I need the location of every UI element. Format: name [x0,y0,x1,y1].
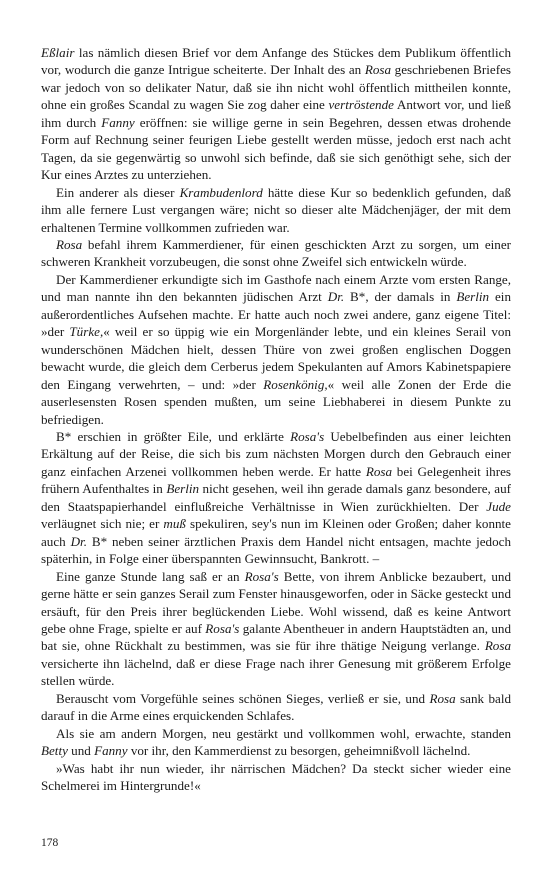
text-run: geschriebenen Briefes war jedoch von so delikater Natur, daß sie ihn nicht wohl öffentlich mittheilen konnte, ohne ein großes Scandal zu wagen Sie zog daher eine [41,62,511,113]
italic-text: Rosa [484,638,511,654]
paragraph [41,690,511,725]
text-run: Eine ganze Stunde lang saß er an [56,568,245,584]
text-run: versicherte ihn lächelnd, daß er diese Frage nach ihrer Genesung mit größerem Erfolge stellen würde. [41,655,511,689]
text-run: B* erschien in größter Eile, und erklärte [56,428,291,444]
italic-text: Eßlair [41,45,75,60]
text-run: Bette, von ihrem Anblicke bezaubert, und gerne hätte er sein ganzes Serail zum Fenster hinausgeworfen, oder in Säcke gesteckt und ersäuft, für den Preis ihrer beglückenden Liebe. Wohl wissend, daß es keine Antwort gebe ohne Frage, spielte er auf [41,568,511,636]
paragraph [41,760,511,795]
italic-text: Rosenkönig, [263,376,328,392]
paragraph [41,236,511,271]
italic-text: Rosa's [290,428,325,444]
italic-text: Betty [41,743,68,759]
text-run: sank bald darauf in die Arme eines erquickenden Schlafes. [41,690,512,724]
text-run: spekuliren, sey's nun im Kleinen oder Großen; daher konnte auch [41,516,511,549]
text-run: galante Abentheuer in andern Hauptstädten an, und bat sie, ohne Rückhalt zu bestimmen, was sie für ihre thätige Neigung verlange. [41,620,512,654]
text-run: Berauscht vom Vorgefühle seines schönen Sieges, verließ er sie, und [56,690,430,706]
paragraph [41,44,511,184]
text-run: « weil er so üppig wie ein Morgenländer lebte, und ein kleines Serail von wunderschönen Mädchen hielt, dessen Thüre von zwei großen englischen Doggen bewacht wurde, die gleich dem Cerberus jedem Spekulanten auf Amors Kabinetspapiere den Eingang verwehrten, – und: »der [41,324,511,392]
text-run: Der Kammerdiener erkundigte sich im Gasthofe nach einem Arzte vom ersten Range, und man nannte ihn den bekannten jüdischen Arzt [41,271,511,305]
text-run: befahl ihrem Kammerdiener, für einen geschickten Arzt zu sorgen, um einer schweren Krankheit vorzubeugen, die sonst ohne Zweifel sich entwickeln würde. [41,236,511,270]
italic-text: Rosa [364,62,392,78]
italic-text: Fanny [101,114,135,130]
italic-text: Rosa [365,463,393,479]
text-run: Antwort vor, und ließ ihm durch [41,97,512,130]
italic-text: Jude [486,498,511,514]
italic-text: Rosa's [244,568,279,584]
text-run: verläugnet sich nie; er [41,516,164,532]
text-run: « weil alle Zonen der Erde die auserlesensten Rosen spenden mußten, um seine Liebhaberei in diesem Punkte zu befriedigen. [41,376,512,427]
italic-text: vertröstende [328,97,394,113]
text-run: Ein anderer als dieser [56,184,180,200]
paragraph [41,568,511,690]
text-run: Als sie am andern Morgen, neu gestärkt und vollkommen wohl, erwachte, standen [56,725,511,741]
italic-text: Krambudenlord [179,184,263,200]
text-run: ein außerordentliches Aufsehen machte. Er hatte auch noch zwei andere, ganz eigene Titel: »der [41,289,511,340]
text-run: hätte diese Kur so bedenklich gefunden, daß ihm alle fernere Lust vergangen wäre; nicht so dieser alte Mädchenjäger, der mit dem erhaltenen Termine vollkommen zufrieden war. [41,184,511,235]
text-run: und [67,743,95,759]
text-run: vor ihr, den Kammerdienst zu besorgen, geheimnißvoll lächelnd. [127,743,471,759]
italic-text: muß [163,516,186,532]
paragraph [41,184,511,236]
text-run: las nämlich diesen Brief vor dem Anfange des Stückes dem Publikum öffentlich vor, wodurch die ganze Intrigue scheiterte. Der Inhalt des an [41,45,511,78]
italic-text: Berlin [166,481,200,497]
italic-text: Rosa's [205,620,240,636]
italic-text: Türke, [69,324,104,340]
text-run: eröffnen: sie willige gerne in sein Begehren, dessen etwas drohende Form auf Rechnung seiner feurigen Liebe gestellt werden müsse, jedoch erst nach acht Tagen, da sie gegenwärtig so unwohl sich befinde, daß sie sich genöthigt sehe, sich der Kur eines Arztes zu unterziehen. [41,114,511,183]
italic-text: Dr. [70,533,87,549]
italic-text: Berlin [456,289,490,305]
text-run: »Was habt ihr nun wieder, ihr närrischen Mädchen? Da steckt sicher wieder eine Schelmerei im Hintergrunde!« [41,760,511,794]
text-run: bei Gelegenheit ihres frühern Aufenthaltes in [41,463,511,497]
text-run: B*, der damals in [344,289,457,305]
italic-text: Rosa [429,690,456,706]
paragraph [41,428,511,568]
paragraph [41,725,511,760]
text-run: nicht gesehen, weil ihn gerade damals ganz besondere, auf den Staatspapierhandel einflußreiche Verhältnisse in Wien zurückhielten. Der [41,481,511,514]
page-number: 178 [41,837,59,849]
text-run: Uebelbefinden aus einer leichten Erkältung auf der Reise, die sich bis zum nächsten Morgen durch den Gebrauch einer ganz einfachen Arzenei vollkommen heben werde. Er hatte [41,428,511,479]
italic-text: Fanny [94,743,128,759]
text-run: B* neben seiner ärztlichen Praxis dem Handel nicht entsagen, machte jedoch späterhin, in Folge einer überspannten Gewinnsucht, Bankrott. – [41,533,511,567]
paragraph [41,271,511,428]
body-text [41,44,511,794]
italic-text: Rosa [56,236,83,252]
italic-text: Dr. [327,289,345,305]
